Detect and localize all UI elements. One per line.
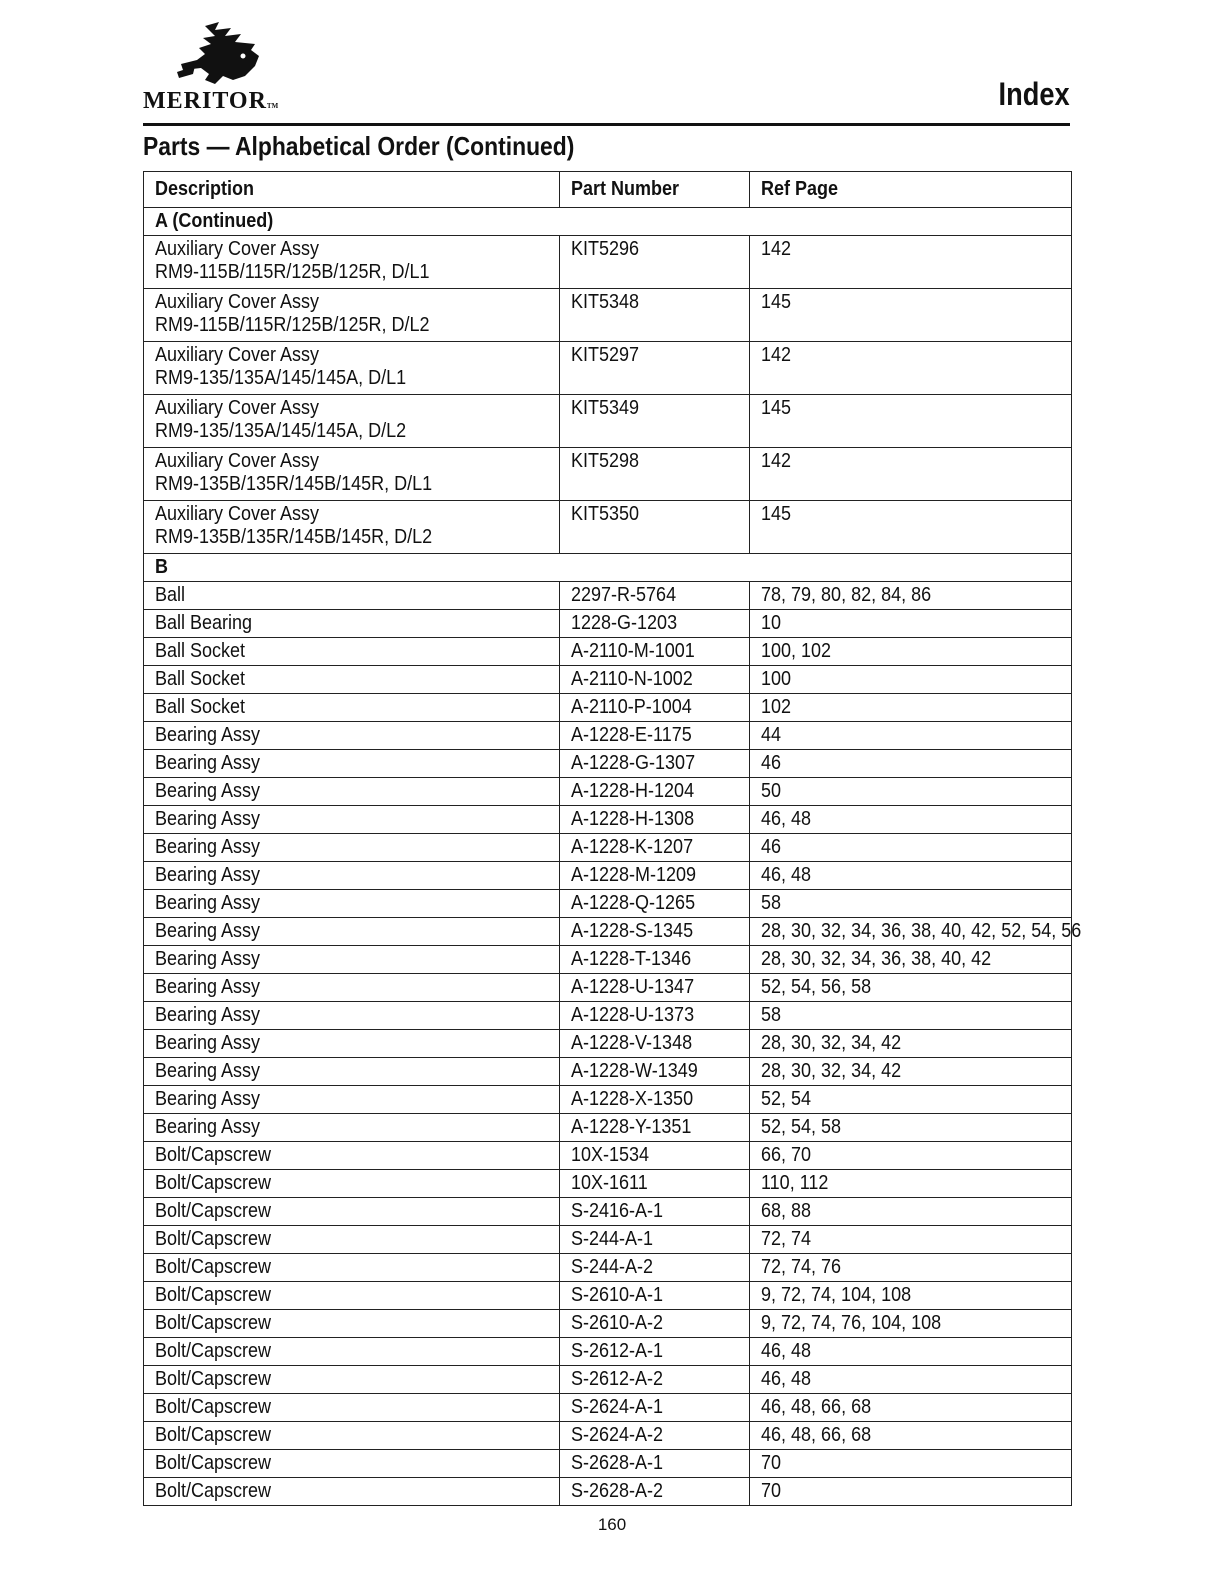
section-row	[144, 208, 1072, 236]
table-row	[144, 1338, 1072, 1366]
ref-page-cell: 9, 72, 74, 104, 108	[750, 1282, 1072, 1310]
part-number-cell: A-1228-H-1204	[560, 778, 750, 806]
part-number-cell: S-244-A-1	[560, 1226, 750, 1254]
description-cell: Bolt/Capscrew	[144, 1282, 560, 1310]
table-row	[144, 890, 1072, 918]
bull-logo-icon	[175, 20, 271, 88]
part-number-cell: KIT5297	[560, 342, 750, 395]
description-cell: Auxiliary Cover Assy RM9-115B/115R/125B/125R, D/L2	[144, 289, 560, 342]
ref-page-cell: 46	[750, 750, 1072, 778]
description-cell: Bearing Assy	[144, 1114, 560, 1142]
part-number-cell: A-1228-S-1345	[560, 918, 750, 946]
ref-page-cell: 102	[750, 694, 1072, 722]
ref-page-cell: 28, 30, 32, 34, 36, 38, 40, 42	[750, 946, 1072, 974]
table-row	[144, 1450, 1072, 1478]
ref-page-cell: 58	[750, 890, 1072, 918]
description-cell: Bearing Assy	[144, 1002, 560, 1030]
table-row	[144, 582, 1072, 610]
ref-page-cell: 72, 74	[750, 1226, 1072, 1254]
description-cell: Ball Socket	[144, 638, 560, 666]
table-row	[144, 694, 1072, 722]
part-number-cell: S-2624-A-2	[560, 1422, 750, 1450]
page-number: 160	[597, 1515, 627, 1534]
table-row	[144, 862, 1072, 890]
part-number-cell: A-1228-W-1349	[560, 1058, 750, 1086]
ref-page-cell: 100	[750, 666, 1072, 694]
ref-page-cell: 110, 112	[750, 1170, 1072, 1198]
section-row	[144, 554, 1072, 582]
part-number-cell: A-2110-N-1002	[560, 666, 750, 694]
description-cell: Bolt/Capscrew	[144, 1478, 560, 1506]
meritor-logo	[143, 20, 333, 116]
part-number-cell: KIT5349	[560, 395, 750, 448]
ref-page-cell: 142	[750, 448, 1072, 501]
table-row	[144, 1310, 1072, 1338]
table-row	[144, 1142, 1072, 1170]
description-cell: Bolt/Capscrew	[144, 1450, 560, 1478]
part-number-cell: S-2624-A-1	[560, 1394, 750, 1422]
table-row	[144, 501, 1072, 554]
table-row	[144, 1170, 1072, 1198]
table-row	[144, 1030, 1072, 1058]
table-row	[144, 1394, 1072, 1422]
section-title: Parts — Alphabetical Order (Continued)	[143, 131, 575, 161]
table-row	[144, 1114, 1072, 1142]
ref-page-cell: 66, 70	[750, 1142, 1072, 1170]
table-row	[144, 342, 1072, 395]
ref-page-cell: 28, 30, 32, 34, 36, 38, 40, 42, 52, 54, 56	[750, 918, 1072, 946]
part-number-cell: A-2110-M-1001	[560, 638, 750, 666]
ref-page-cell: 58	[750, 1002, 1072, 1030]
description-cell: Bearing Assy	[144, 1086, 560, 1114]
part-number-cell: A-1228-V-1348	[560, 1030, 750, 1058]
table-row	[144, 1002, 1072, 1030]
part-number-cell: A-1228-M-1209	[560, 862, 750, 890]
ref-page-cell: 72, 74, 76	[750, 1254, 1072, 1282]
header-rule	[143, 123, 1070, 126]
part-number-cell: 2297-R-5764	[560, 582, 750, 610]
ref-page-cell: 52, 54, 58	[750, 1114, 1072, 1142]
part-number-cell: KIT5350	[560, 501, 750, 554]
table-row	[144, 1226, 1072, 1254]
ref-page-cell: 9, 72, 74, 76, 104, 108	[750, 1310, 1072, 1338]
description-cell: Bearing Assy	[144, 974, 560, 1002]
ref-page-cell: 70	[750, 1450, 1072, 1478]
part-number-cell: A-1228-U-1347	[560, 974, 750, 1002]
description-cell: Bearing Assy	[144, 1058, 560, 1086]
column-header-part-number: Part Number	[560, 172, 750, 208]
ref-page-cell: 68, 88	[750, 1198, 1072, 1226]
part-number-cell: KIT5296	[560, 236, 750, 289]
column-header-description: Description	[144, 172, 560, 208]
description-cell: Auxiliary Cover Assy RM9-135B/135R/145B/145R, D/L1	[144, 448, 560, 501]
table-row	[144, 1282, 1072, 1310]
part-number-cell: S-2628-A-1	[560, 1450, 750, 1478]
description-cell: Auxiliary Cover Assy RM9-135B/135R/145B/145R, D/L2	[144, 501, 560, 554]
part-number-cell: A-1228-U-1373	[560, 1002, 750, 1030]
description-cell: Bearing Assy	[144, 834, 560, 862]
description-cell: Bolt/Capscrew	[144, 1254, 560, 1282]
table-row	[144, 946, 1072, 974]
ref-page-cell: 50	[750, 778, 1072, 806]
description-cell: Ball Bearing	[144, 610, 560, 638]
part-number-cell: A-1228-G-1307	[560, 750, 750, 778]
description-cell: Auxiliary Cover Assy RM9-135/135A/145/145A, D/L2	[144, 395, 560, 448]
ref-page-cell: 46, 48, 66, 68	[750, 1422, 1072, 1450]
description-cell: Bolt/Capscrew	[144, 1338, 560, 1366]
table-row	[144, 1366, 1072, 1394]
table-row	[144, 1254, 1072, 1282]
part-number-cell: A-2110-P-1004	[560, 694, 750, 722]
table-body	[144, 208, 1082, 1506]
description-cell: Bolt/Capscrew	[144, 1170, 560, 1198]
table-row	[144, 236, 1072, 289]
ref-page-cell: 145	[750, 501, 1072, 554]
ref-page-cell: 44	[750, 722, 1072, 750]
description-cell: Bolt/Capscrew	[144, 1142, 560, 1170]
part-number-cell: S-2610-A-1	[560, 1282, 750, 1310]
part-number-cell: KIT5298	[560, 448, 750, 501]
table-row	[144, 974, 1072, 1002]
part-number-cell: A-1228-H-1308	[560, 806, 750, 834]
table-row	[144, 638, 1072, 666]
part-number-cell: 10X-1534	[560, 1142, 750, 1170]
table-row	[144, 1058, 1072, 1086]
table-row	[144, 806, 1072, 834]
table-row	[144, 289, 1072, 342]
description-cell: Bearing Assy	[144, 1030, 560, 1058]
parts-table	[143, 171, 1082, 1506]
table-row	[144, 666, 1072, 694]
table-row	[144, 1086, 1072, 1114]
description-cell: Auxiliary Cover Assy RM9-135/135A/145/145A, D/L1	[144, 342, 560, 395]
description-cell: Bolt/Capscrew	[144, 1226, 560, 1254]
ref-page-cell: 145	[750, 289, 1072, 342]
part-number-cell: S-2612-A-2	[560, 1366, 750, 1394]
table-row	[144, 1198, 1072, 1226]
part-number-cell: S-2628-A-2	[560, 1478, 750, 1506]
page-header	[143, 20, 1070, 124]
description-cell: Bearing Assy	[144, 946, 560, 974]
ref-page-cell: 46, 48	[750, 806, 1072, 834]
part-number-cell: 1228-G-1203	[560, 610, 750, 638]
ref-page-cell: 100, 102	[750, 638, 1072, 666]
ref-page-cell: 142	[750, 236, 1072, 289]
description-cell: Ball Socket	[144, 666, 560, 694]
description-cell: Ball Socket	[144, 694, 560, 722]
part-number-cell: A-1228-X-1350	[560, 1086, 750, 1114]
logo-wordmark: MERITORTM	[143, 88, 279, 114]
table-row	[144, 610, 1072, 638]
part-number-cell: S-2612-A-1	[560, 1338, 750, 1366]
part-number-cell: S-2416-A-1	[560, 1198, 750, 1226]
ref-page-cell: 10	[750, 610, 1072, 638]
part-number-cell: S-244-A-2	[560, 1254, 750, 1282]
part-number-cell: S-2610-A-2	[560, 1310, 750, 1338]
ref-page-cell: 46, 48	[750, 862, 1072, 890]
table-row	[144, 918, 1072, 946]
table-row	[144, 722, 1072, 750]
table-header-row	[144, 172, 1072, 208]
ref-page-cell: 142	[750, 342, 1072, 395]
description-cell: Bolt/Capscrew	[144, 1366, 560, 1394]
table-row	[144, 834, 1072, 862]
description-cell: Bearing Assy	[144, 750, 560, 778]
column-header-ref-page: Ref Page	[750, 172, 1072, 208]
description-cell: Bearing Assy	[144, 722, 560, 750]
ref-page-cell: 52, 54, 56, 58	[750, 974, 1072, 1002]
ref-page-cell: 46, 48, 66, 68	[750, 1394, 1072, 1422]
part-number-cell: KIT5348	[560, 289, 750, 342]
part-number-cell: A-1228-E-1175	[560, 722, 750, 750]
ref-page-cell: 52, 54	[750, 1086, 1072, 1114]
ref-page-cell: 28, 30, 32, 34, 42	[750, 1058, 1072, 1086]
description-cell: Bolt/Capscrew	[144, 1198, 560, 1226]
ref-page-cell: 46, 48	[750, 1366, 1072, 1394]
description-cell: Bearing Assy	[144, 918, 560, 946]
part-number-cell: 10X-1611	[560, 1170, 750, 1198]
description-cell: Ball	[144, 582, 560, 610]
part-number-cell: A-1228-K-1207	[560, 834, 750, 862]
ref-page-cell: 46	[750, 834, 1072, 862]
description-cell: Bolt/Capscrew	[144, 1310, 560, 1338]
description-cell: Bolt/Capscrew	[144, 1422, 560, 1450]
description-cell: Bearing Assy	[144, 778, 560, 806]
ref-page-cell: 78, 79, 80, 82, 84, 86	[750, 582, 1072, 610]
ref-page-cell: 70	[750, 1478, 1072, 1506]
description-cell: Auxiliary Cover Assy RM9-115B/115R/125B/125R, D/L1	[144, 236, 560, 289]
page-title: Index	[998, 76, 1070, 112]
table-row	[144, 395, 1072, 448]
table-row	[144, 448, 1072, 501]
ref-page-cell: 28, 30, 32, 34, 42	[750, 1030, 1072, 1058]
description-cell: Bearing Assy	[144, 890, 560, 918]
description-cell: Bearing Assy	[144, 806, 560, 834]
part-number-cell: A-1228-Q-1265	[560, 890, 750, 918]
table-row	[144, 750, 1072, 778]
table-row	[144, 778, 1072, 806]
description-cell: Bearing Assy	[144, 862, 560, 890]
ref-page-cell: 145	[750, 395, 1072, 448]
part-number-cell: A-1228-Y-1351	[560, 1114, 750, 1142]
description-cell: Bolt/Capscrew	[144, 1394, 560, 1422]
section-label: A (Continued)	[144, 208, 1072, 236]
ref-page-cell: 46, 48	[750, 1338, 1072, 1366]
section-label: B	[144, 554, 1072, 582]
table-row	[144, 1422, 1072, 1450]
table-row	[144, 1478, 1072, 1506]
part-number-cell: A-1228-T-1346	[560, 946, 750, 974]
